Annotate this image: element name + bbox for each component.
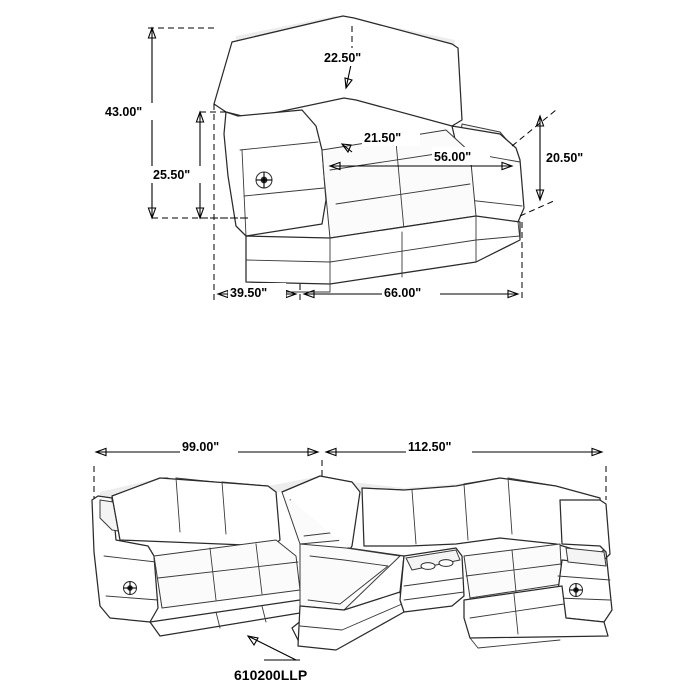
dimension-label-21-50: 21.50"	[364, 131, 402, 145]
dimension-label-99: 99.00"	[182, 440, 220, 454]
dimension-label-39-50: 39.50"	[230, 286, 268, 300]
dimension-label-66: 66.00"	[384, 286, 422, 300]
dimension-label-20-50: 20.50"	[546, 151, 584, 165]
dimension-arm-height	[512, 110, 602, 216]
dimension-label-56: 56.00"	[434, 150, 472, 164]
dimension-label-112-50: 112.50"	[408, 440, 452, 454]
dimension-label-25-50: 25.50"	[153, 168, 191, 182]
figure-sectional	[92, 437, 612, 683]
sectional-illustration	[92, 476, 612, 650]
model-number-leader	[248, 636, 300, 660]
dimension-label-22-50: 22.50"	[324, 51, 362, 65]
figure-loveseat	[103, 16, 602, 301]
model-number-label: 610200LLP	[234, 667, 308, 683]
dimension-label-43: 43.00"	[105, 105, 143, 119]
